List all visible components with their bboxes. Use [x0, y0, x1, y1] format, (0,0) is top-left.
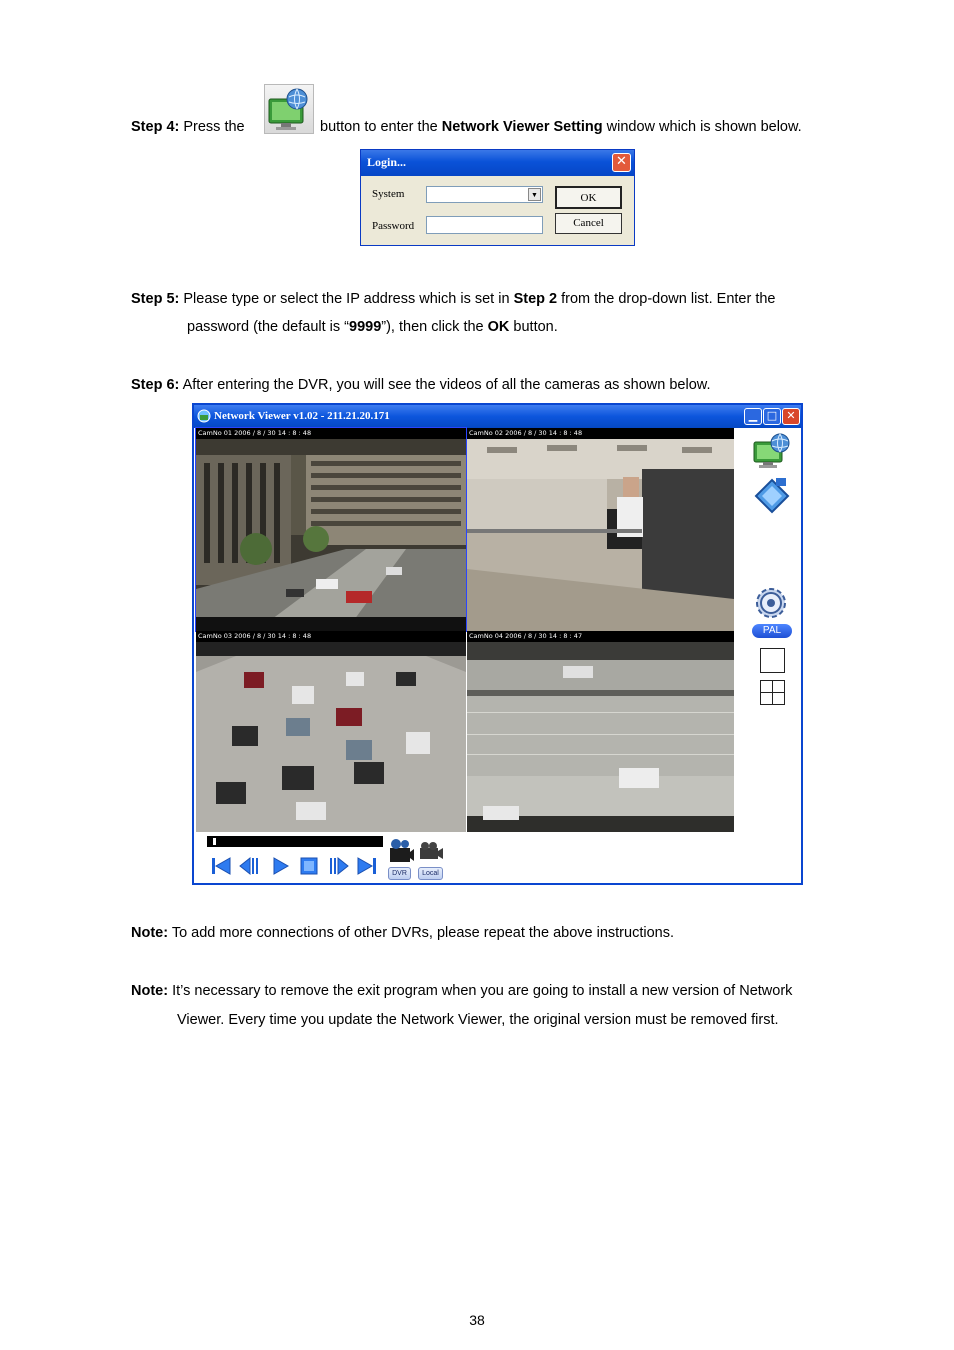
minimize-icon[interactable]: ▁ — [744, 408, 762, 425]
step-forward-icon[interactable] — [327, 855, 349, 877]
note2-l2: Viewer. Every time you update the Network Viewer, the original version must be removed first. — [177, 1012, 779, 1028]
step6-paragraph — [131, 375, 710, 395]
step4-paragraph — [131, 117, 245, 137]
pal-toggle[interactable]: PAL — [752, 624, 792, 638]
camera-header: CamNo 01 2006 / 8 / 30 14 : 8 : 48 — [196, 428, 466, 439]
note2-l1: It’s necessary to remove the exit program when you are going to install a new version of Network — [168, 983, 793, 999]
step5-t2: from the drop-down list. Enter the — [557, 291, 776, 307]
dvr-button[interactable]: DVR — [388, 867, 411, 880]
step5-line1 — [131, 289, 775, 309]
stop-icon[interactable] — [298, 855, 320, 877]
note2-line2 — [177, 1010, 779, 1030]
step4-text-tail: window which is shown below. — [602, 119, 802, 135]
camera-view-3[interactable] — [196, 631, 466, 832]
step5-t4: ”), then click the — [381, 319, 488, 335]
step4-paragraph-cont — [320, 117, 802, 137]
note1-paragraph — [131, 923, 674, 943]
close-icon[interactable]: ✕ — [612, 153, 631, 172]
close-icon[interactable]: ✕ — [782, 408, 800, 425]
camera-header: CamNo 04 2006 / 8 / 30 14 : 8 : 47 — [467, 631, 734, 642]
step4-text-post: button to enter the — [320, 119, 442, 135]
system-label: System — [372, 188, 405, 200]
step5-label: Step 5: — [131, 291, 180, 307]
step5-b3: OK — [487, 319, 510, 335]
step6-label: Step 6: — [131, 377, 180, 393]
step4-text-pre: Press the — [179, 119, 245, 135]
camera-header: CamNo 02 2006 / 8 / 30 14 : 8 : 48 — [467, 428, 734, 439]
network-viewer-setting-icon[interactable] — [752, 432, 792, 470]
step4-bold: Network Viewer Setting — [441, 119, 603, 135]
viewer-title: Network Viewer v1.02 - 211.21.20.171 — [214, 410, 390, 422]
note1-label: Note: — [131, 925, 169, 941]
camera-view-1[interactable] — [196, 428, 466, 631]
camera-view-4[interactable] — [467, 631, 734, 832]
step5-b2: 9999 — [349, 319, 382, 335]
camera-image — [196, 642, 466, 832]
skip-to-start-icon[interactable] — [210, 855, 232, 877]
system-select[interactable] — [426, 186, 543, 203]
page-number: 38 — [469, 1312, 485, 1328]
ok-button[interactable]: OK — [555, 186, 622, 209]
gear-icon[interactable] — [753, 585, 789, 621]
app-icon — [197, 409, 211, 423]
progress-handle[interactable] — [213, 838, 216, 845]
step4-label: Step 4: — [131, 119, 180, 135]
step-backward-icon[interactable] — [239, 855, 261, 877]
step5-t1: Please type or select the IP address which is set in — [179, 291, 514, 307]
step6-text: After entering the DVR, you will see the videos of all the cameras as shown below. — [179, 377, 711, 393]
local-playback-icon[interactable] — [418, 840, 444, 862]
skip-to-end-icon[interactable] — [356, 855, 378, 877]
chevron-down-icon[interactable]: ▼ — [528, 188, 541, 201]
password-field[interactable] — [426, 216, 543, 234]
camera-image — [467, 439, 734, 631]
note2-label: Note: — [131, 983, 169, 999]
password-label: Password — [372, 220, 415, 232]
play-icon[interactable] — [269, 855, 291, 877]
camera-view-2[interactable] — [467, 428, 734, 631]
step5-line2 — [187, 317, 558, 337]
disconnect-icon[interactable] — [752, 476, 792, 516]
single-view-icon[interactable] — [760, 648, 785, 673]
dvr-playback-icon[interactable] — [388, 838, 414, 864]
maximize-icon[interactable]: □ — [763, 408, 781, 425]
note2-line1 — [131, 981, 792, 1001]
camera-image — [467, 642, 734, 832]
network-viewer-setting-icon — [264, 84, 314, 134]
camera-image — [196, 439, 466, 631]
quad-view-icon[interactable] — [760, 680, 785, 705]
step5-t3: password (the default is “ — [187, 319, 349, 335]
step5-t5: button. — [509, 319, 558, 335]
viewer-titlebar — [194, 405, 801, 428]
step5-b1: Step 2 — [513, 291, 558, 307]
cancel-button[interactable]: Cancel — [555, 213, 622, 234]
local-button[interactable]: Local — [418, 867, 443, 880]
login-dialog — [360, 149, 635, 246]
login-title: Login... — [361, 150, 634, 176]
playback-progress[interactable] — [207, 836, 383, 847]
camera-header: CamNo 03 2006 / 8 / 30 14 : 8 : 48 — [196, 631, 466, 642]
note1-text: To add more connections of other DVRs, please repeat the above instructions. — [168, 925, 674, 941]
